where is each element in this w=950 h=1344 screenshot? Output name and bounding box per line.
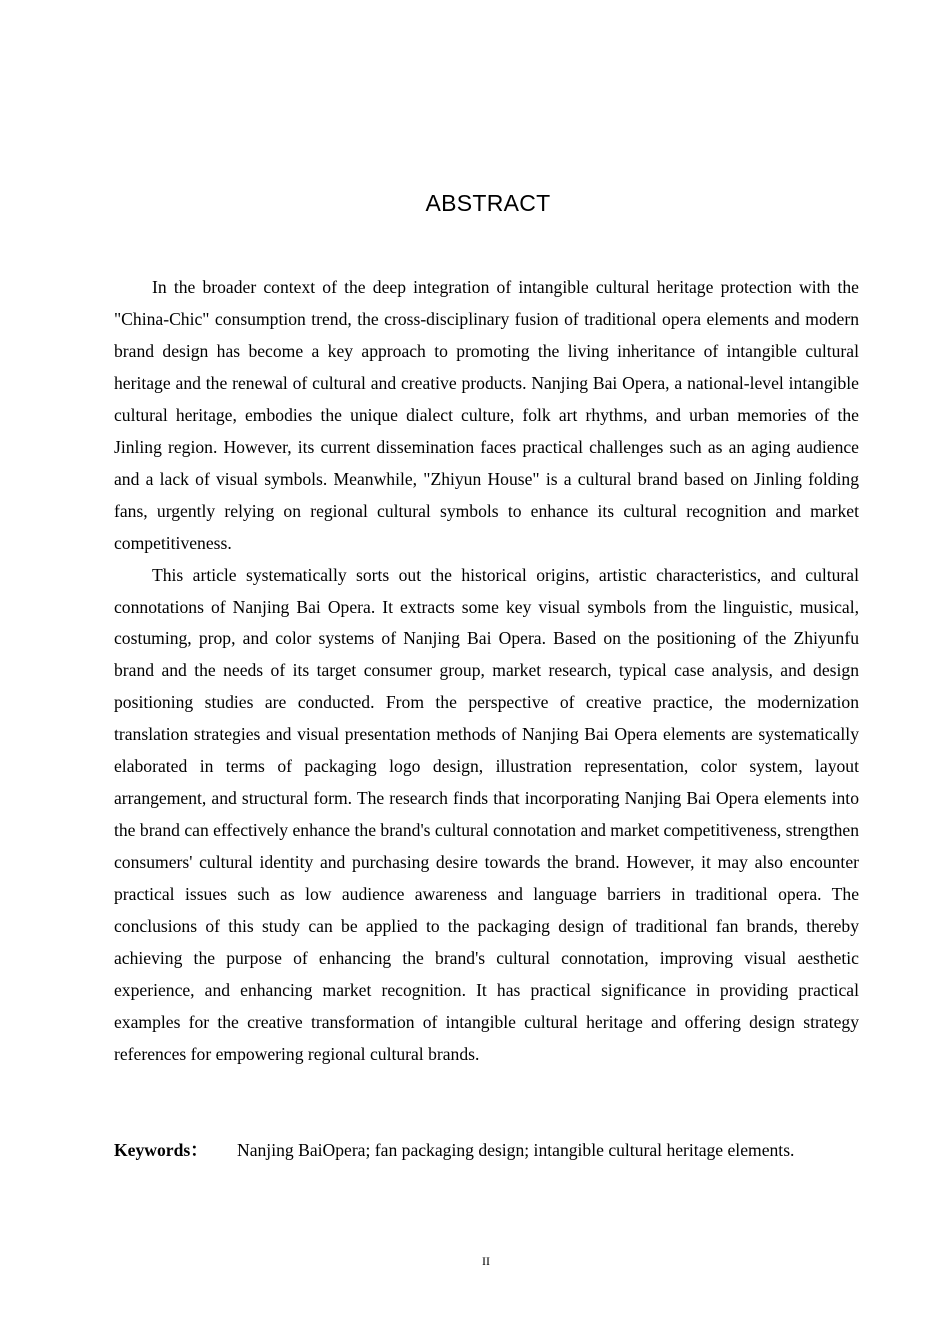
- abstract-body: [114, 272, 859, 1071]
- page-number: II: [482, 1254, 490, 1268]
- keywords-label: Keywords：: [114, 1140, 208, 1160]
- abstract-paragraph-1: In the broader context of the deep integration of intangible cultural heritage protection with the "China-Chic" consumption trend, the cross-disciplinary fusion of traditional opera elements and modern brand design has become a key approach to promoting the living inheritance of intangible cultural heritage and the renewal of cultural and creative products. Nanjing Bai Opera, a national-level intangible cultural heritage, embodies the unique dialect culture, folk art rhythms, and urban memories of the Jinling region. However, its current dissemination faces practical challenges such as an aging audience and a lack of visual symbols. Meanwhile, "Zhiyun House" is a cultural brand based on Jinling folding fans, urgently relying on regional cultural symbols to enhance its cultural recognition and market competitiveness.: [114, 277, 859, 553]
- abstract-paragraph-2: This article systematically sorts out the historical origins, artistic characteristics, and cultural connotations of Nanjing Bai Opera. It extracts some key visual symbols from the linguistic, musical, costuming, prop, and color systems of Nanjing Bai Opera. Based on the positioning of the Zhiyunfu brand and the needs of its target consumer group, market research, typical case analysis, and design positioning studies are conducted. From the perspective of creative practice, the modernization translation strategies and visual presentation methods of Nanjing Bai Opera elements are systematically elaborated in terms of packaging logo design, illustration representation, color system, layout arrangement, and structural form. The research finds that incorporating Nanjing Bai Opera elements into the brand can effectively enhance the brand's cultural connotation and market competitiveness, strengthen consumers' cultural identity and purchasing desire towards the brand. However, it may also encounter practical issues such as low audience awareness and language barriers in traditional opera. The conclusions of this study can be applied to the packaging design of traditional fan brands, thereby achieving the purpose of enhancing the brand's cultural connotation, improving visual aesthetic experience, and enhancing market recognition. It has practical significance in providing practical examples for the creative transformation of intangible cultural heritage and offering design strategy references for empowering regional cultural brands.: [114, 564, 859, 1064]
- keywords-text: Nanjing BaiOpera; fan packaging design; intangible cultural heritage elements.: [237, 1140, 795, 1160]
- abstract-title: ABSTRACT: [425, 190, 551, 216]
- keywords-line: [114, 1134, 874, 1166]
